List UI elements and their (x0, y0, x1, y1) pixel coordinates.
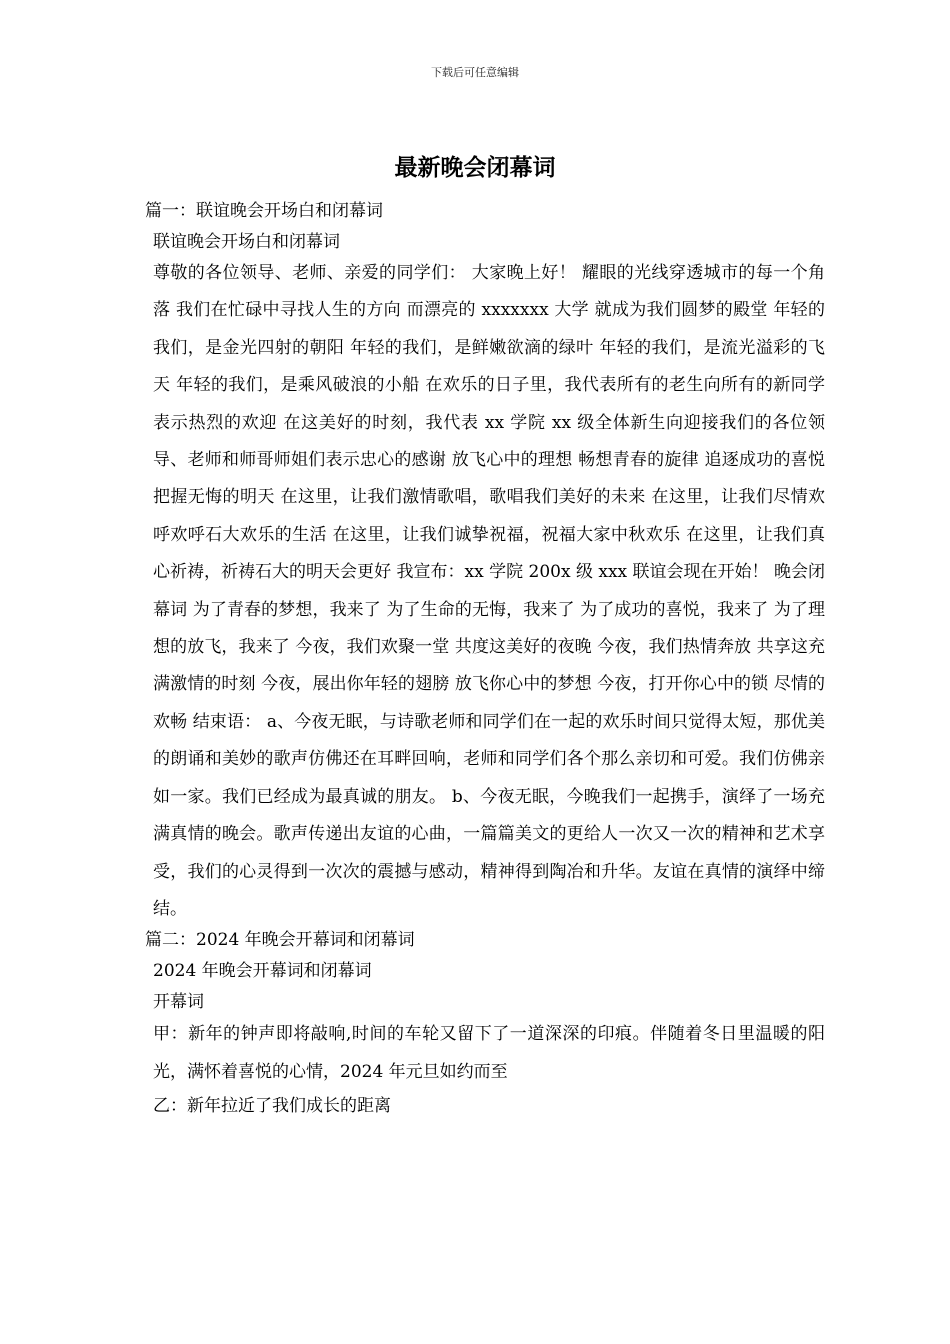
section-1-heading: 篇一：联谊晚会开场白和闭幕词 (145, 201, 383, 221)
section-2-label: 开幕词 (153, 992, 204, 1013)
section-1-body: 尊敬的各位领导、老师、亲爱的同学们： 大家晚上好！ 耀眼的光线穿透城市的每一个角落 我们在忙碌中寻找人生的方向 而漂亮的 xxxxxxx 大学 就成为我们圆梦的殿堂 年轻的我们，是金光四射的朝阳 年轻的我们，是鲜嫩欲滴的绿叶 年轻的我们，是流光溢彩的飞天 年轻的我们，是乘风破浪的小船 在欢乐的日子里，我代表所有的老生向所有的新同学表示热烈的欢迎 在这美好的时刻，我代表 xx 学院 xx 级全体新生向迎接我们的各位领导、老师和师哥师姐们表示忠心的感谢 放飞心中的理想 畅想青春的旋律 追逐成功的喜悦 把握无悔的明天 在这里，让我们激情歌唱，歌唱我们美好的未来 在这里，让我们尽情欢呼欢呼石大欢乐的生活 在这里，让我们诚挚祝福，祝福大家中秋欢乐 在这里，让我们真心祈祷，祈祷石大的明天会更好 我宣布：xx 学院 200x 级 xxx 联谊会现在开始！ 晚会闭幕词 为了青春的梦想，我来了 为了生命的无悔，我来了 为了成功的喜悦，我来了 为了理想的放飞，我来了 今夜，我们欢聚一堂 共度这美好的夜晚 今夜，我们热情奔放 共享这充满激情的时刻 今夜，展出你年轻的翅膀 放飞你心中的梦想 今夜，打开你心中的锁 尽情的欢畅 结束语： a、今夜无眠，与诗歌老师和同学们在一起的欢乐时间只觉得太短，那优美的朗诵和美妙的歌声仿佛还在耳畔回响，老师和同学们各个那么亲切和可爱。我们仿佛亲如一家。我们已经成为最真诚的朋友。 b、今夜无眠，今晚我们一起携手，演绎了一场充满真情的晚会。歌声传递出友谊的心曲，一篇篇美文的更给人一次又一次的精神和艺术享受，我们的心灵得到一次次的震撼与感动，精神得到陶冶和升华。友谊在真情的演绎中缔结。 (153, 263, 825, 919)
section-1-subheading: 联谊晚会开场白和闭幕词 (153, 232, 340, 252)
header-note: 下载后可任意编辑 (431, 66, 519, 79)
section-2-subheading: 2024 年晚会开幕词和闭幕词 (153, 961, 372, 982)
document-title: 最新晚会闭幕词 (394, 154, 556, 181)
section-2-paragraph-2: 乙：新年拉近了我们成长的距离 (153, 1096, 391, 1117)
document-body (145, 196, 825, 1122)
section-2-heading: 篇二：2024 年晚会开幕词和闭幕词 (145, 930, 415, 951)
section-2-paragraph: 甲：新年的钟声即将敲响,时间的车轮又留下了一道深深的印痕。伴随着冬日里温暖的阳光，满怀着喜悦的心情，2024 年元旦如约而至 (153, 1024, 825, 1082)
